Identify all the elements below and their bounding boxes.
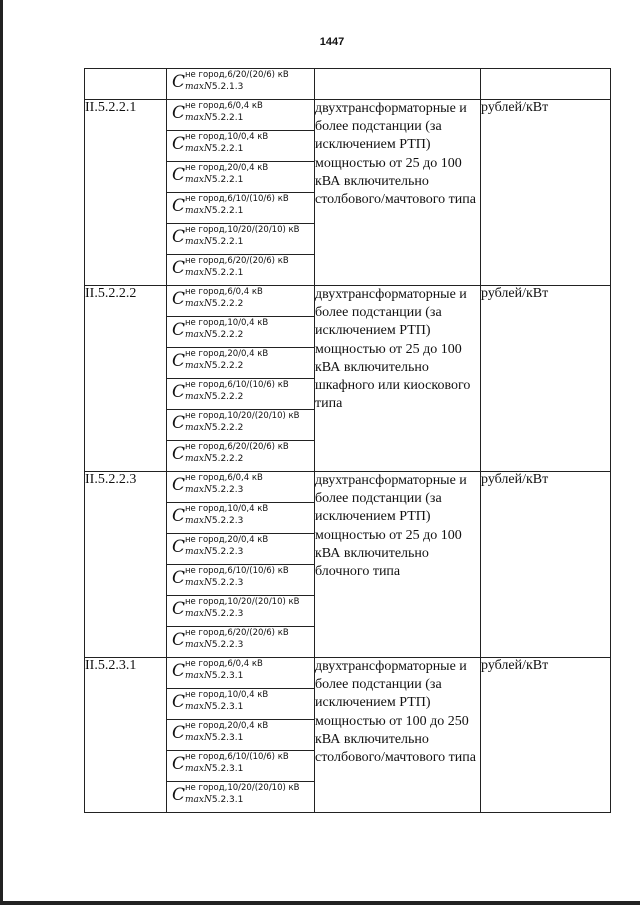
formula-superscript: не город,6/0,4 кВ <box>185 101 263 111</box>
formula-superscript: не город,20/0,4 кВ <box>185 721 269 731</box>
formula-subscript <box>185 207 243 216</box>
formula-subscript-var: maxN <box>185 330 212 340</box>
formula-symbol: C <box>172 72 186 92</box>
formula-subscript-index: 5.2.2.2 <box>211 299 244 309</box>
formula-symbol: C <box>172 785 186 805</box>
formula-subscript <box>185 114 243 123</box>
item-unit: рублей/кВт <box>481 286 611 472</box>
formula-cell <box>167 782 315 813</box>
formula-subscript-index: 5.2.2.3 <box>211 516 244 526</box>
formula-subscript-index: 5.2.3.1 <box>211 702 244 712</box>
formula-superscript: не город,10/0,4 кВ <box>185 318 269 328</box>
formula-subscript-var: maxN <box>185 175 212 185</box>
page-bottom-border <box>0 901 640 905</box>
formula-subscript-var: maxN <box>185 144 212 154</box>
formula-cell <box>167 689 315 720</box>
formula-subscript <box>185 331 243 340</box>
tariff-formula <box>167 596 314 626</box>
tariff-table <box>84 68 611 813</box>
formula-cell <box>167 472 315 503</box>
formula-subscript-var: maxN <box>185 671 212 681</box>
tariff-formula <box>167 689 314 719</box>
formula-subscript-index: 5.2.2.2 <box>211 392 244 402</box>
formula-symbol: C <box>172 537 186 557</box>
tariff-formula <box>167 131 314 161</box>
tariff-formula <box>167 224 314 254</box>
formula-symbol: C <box>172 754 186 774</box>
tariff-formula <box>167 472 314 502</box>
tariff-formula <box>167 441 314 471</box>
formula-subscript <box>185 486 243 495</box>
formula-symbol: C <box>172 506 186 526</box>
table-row <box>85 286 611 317</box>
formula-subscript <box>185 145 243 154</box>
tariff-formula <box>167 100 314 130</box>
formula-subscript-var: maxN <box>185 454 212 464</box>
formula-cell <box>167 379 315 410</box>
formula-subscript <box>185 300 243 309</box>
formula-symbol: C <box>172 382 186 402</box>
tariff-formula <box>167 348 314 378</box>
tariff-formula <box>167 565 314 595</box>
formula-subscript-var: maxN <box>185 206 212 216</box>
description-cell <box>315 69 481 100</box>
formula-subscript-var: maxN <box>185 392 212 402</box>
formula-superscript: не город,6/20/(20/6) кВ <box>185 256 289 266</box>
formula-subscript <box>185 796 243 805</box>
item-code: II.5.2.2.2 <box>85 286 167 472</box>
page-number: 1447 <box>319 36 345 48</box>
tariff-formula <box>167 379 314 409</box>
formula-symbol: C <box>172 692 186 712</box>
item-unit: рублей/кВт <box>481 100 611 286</box>
formula-symbol: C <box>172 320 186 340</box>
formula-subscript-var: maxN <box>185 547 212 557</box>
formula-subscript-index: 5.2.2.2 <box>211 454 244 464</box>
formula-cell <box>167 255 315 286</box>
item-code: II.5.2.2.1 <box>85 100 167 286</box>
tariff-formula <box>167 503 314 533</box>
tariff-formula <box>167 751 314 781</box>
formula-cell <box>167 100 315 131</box>
formula-subscript <box>185 610 243 619</box>
formula-subscript <box>185 765 243 774</box>
tariff-formula <box>167 317 314 347</box>
formula-cell <box>167 410 315 441</box>
formula-cell <box>167 658 315 689</box>
formula-subscript-index: 5.2.2.3 <box>211 485 244 495</box>
formula-subscript-var: maxN <box>185 764 212 774</box>
formula-cell <box>167 317 315 348</box>
formula-subscript-index: 5.2.3.1 <box>211 671 244 681</box>
formula-cell <box>167 348 315 379</box>
formula-cell <box>167 503 315 534</box>
tariff-formula <box>167 627 314 657</box>
formula-cell <box>167 441 315 472</box>
formula-cell <box>167 69 315 100</box>
formula-symbol: C <box>172 661 186 681</box>
item-code: II.5.2.3.1 <box>85 658 167 813</box>
formula-superscript: не город,10/20/(20/10) кВ <box>185 411 300 421</box>
tariff-formula <box>167 410 314 440</box>
code-cell <box>85 69 167 100</box>
formula-subscript-index: 5.2.2.1 <box>211 206 244 216</box>
formula-superscript: не город,6/0,4 кВ <box>185 473 263 483</box>
formula-cell <box>167 193 315 224</box>
formula-symbol: C <box>172 289 186 309</box>
formula-superscript: не город,6/20/(20/6) кВ <box>185 442 289 452</box>
formula-cell <box>167 565 315 596</box>
formula-subscript-index: 5.2.2.2 <box>211 330 244 340</box>
formula-symbol: C <box>172 630 186 650</box>
formula-superscript: не город,6/10/(10/6) кВ <box>185 194 289 204</box>
formula-subscript-index: 5.2.3.1 <box>211 764 244 774</box>
table-row <box>85 100 611 131</box>
tariff-formula <box>167 255 314 285</box>
formula-subscript-index: 5.2.2.1 <box>211 113 244 123</box>
formula-subscript-index: 5.2.3.1 <box>211 795 244 805</box>
formula-symbol: C <box>172 568 186 588</box>
formula-symbol: C <box>172 165 186 185</box>
formula-subscript <box>185 83 243 92</box>
formula-symbol: C <box>172 227 186 247</box>
formula-symbol: C <box>172 723 186 743</box>
formula-subscript-var: maxN <box>185 361 212 371</box>
formula-subscript <box>185 362 243 371</box>
formula-superscript: не город,10/0,4 кВ <box>185 690 269 700</box>
formula-cell <box>167 534 315 565</box>
formula-subscript-var: maxN <box>185 640 212 650</box>
item-unit: рублей/кВт <box>481 472 611 658</box>
table-row <box>85 658 611 689</box>
formula-superscript: не город,10/20/(20/10) кВ <box>185 597 300 607</box>
formula-symbol: C <box>172 413 186 433</box>
formula-cell <box>167 162 315 193</box>
tariff-formula <box>167 69 314 99</box>
tariff-formula <box>167 658 314 688</box>
formula-subscript <box>185 734 243 743</box>
formula-subscript-index: 5.2.2.3 <box>211 547 244 557</box>
formula-symbol: C <box>172 134 186 154</box>
unit-cell <box>481 69 611 100</box>
formula-subscript <box>185 579 243 588</box>
formula-subscript-var: maxN <box>185 702 212 712</box>
formula-subscript <box>185 517 243 526</box>
formula-symbol: C <box>172 475 186 495</box>
formula-subscript-index: 5.2.2.1 <box>211 175 244 185</box>
formula-subscript-var: maxN <box>185 113 212 123</box>
item-code: II.5.2.2.3 <box>85 472 167 658</box>
formula-superscript: не город,6/10/(10/6) кВ <box>185 752 289 762</box>
formula-cell <box>167 751 315 782</box>
formula-subscript-var: maxN <box>185 795 212 805</box>
formula-subscript-var: maxN <box>185 516 212 526</box>
formula-subscript <box>185 548 243 557</box>
formula-subscript <box>185 424 243 433</box>
formula-symbol: C <box>172 103 186 123</box>
formula-cell <box>167 627 315 658</box>
formula-subscript-var: maxN <box>185 578 212 588</box>
formula-subscript <box>185 672 243 681</box>
formula-subscript-index: 5.2.2.1 <box>211 144 244 154</box>
formula-superscript: не город,20/0,4 кВ <box>185 163 269 173</box>
formula-subscript <box>185 641 243 650</box>
formula-superscript: не город,6/0,4 кВ <box>185 659 263 669</box>
formula-cell <box>167 224 315 255</box>
formula-subscript <box>185 238 243 247</box>
formula-subscript-index: 5.2.1.3 <box>211 82 244 92</box>
formula-subscript-var: maxN <box>185 733 212 743</box>
formula-superscript: не город,6/20/(20/6) кВ <box>185 628 289 638</box>
formula-subscript-index: 5.2.2.1 <box>211 268 244 278</box>
formula-cell <box>167 720 315 751</box>
formula-superscript: не город,10/20/(20/10) кВ <box>185 783 300 793</box>
formula-subscript-index: 5.2.2.3 <box>211 578 244 588</box>
formula-subscript <box>185 176 243 185</box>
tariff-formula <box>167 162 314 192</box>
tariff-formula <box>167 720 314 750</box>
item-description: двухтрансформаторные и более подстанции (за исключением РТП) мощностью от 25 до 100 кВА включительно столбового/мачтового типа <box>315 100 481 286</box>
formula-subscript-index: 5.2.2.1 <box>211 237 244 247</box>
formula-cell <box>167 131 315 162</box>
tariff-formula <box>167 782 314 812</box>
formula-subscript-var: maxN <box>185 237 212 247</box>
tariff-formula <box>167 193 314 223</box>
formula-subscript-var: maxN <box>185 423 212 433</box>
formula-subscript <box>185 455 243 464</box>
formula-subscript-index: 5.2.2.2 <box>211 423 244 433</box>
formula-subscript-var: maxN <box>185 268 212 278</box>
page-left-border <box>0 0 3 905</box>
formula-subscript <box>185 269 243 278</box>
formula-subscript-var: maxN <box>185 485 212 495</box>
formula-subscript-var: maxN <box>185 609 212 619</box>
formula-symbol: C <box>172 351 186 371</box>
item-description: двухтрансформаторные и более подстанции (за исключением РТП) мощностью от 25 до 100 кВА включительно блочного типа <box>315 472 481 658</box>
formula-subscript-index: 5.2.2.2 <box>211 361 244 371</box>
formula-superscript: не город,10/0,4 кВ <box>185 504 269 514</box>
formula-superscript: не город,6/20/(20/6) кВ <box>185 70 289 80</box>
formula-subscript <box>185 703 243 712</box>
table-row <box>85 69 611 100</box>
formula-superscript: не город,10/0,4 кВ <box>185 132 269 142</box>
item-description: двухтрансформаторные и более подстанции (за исключением РТП) мощностью от 100 до 250 кВА включительно столбового/мачтового типа <box>315 658 481 813</box>
formula-superscript: не город,6/10/(10/6) кВ <box>185 566 289 576</box>
formula-symbol: C <box>172 196 186 216</box>
formula-subscript-index: 5.2.3.1 <box>211 733 244 743</box>
formula-subscript-index: 5.2.2.3 <box>211 640 244 650</box>
formula-subscript-var: maxN <box>185 82 212 92</box>
formula-superscript: не город,6/10/(10/6) кВ <box>185 380 289 390</box>
formula-superscript: не город,6/0,4 кВ <box>185 287 263 297</box>
tariff-formula <box>167 534 314 564</box>
formula-superscript: не город,20/0,4 кВ <box>185 535 269 545</box>
formula-cell <box>167 596 315 627</box>
formula-subscript-var: maxN <box>185 299 212 309</box>
item-description: двухтрансформаторные и более подстанции (за исключением РТП) мощностью от 25 до 100 кВА включительно шкафного или киоскового типа <box>315 286 481 472</box>
formula-subscript <box>185 393 243 402</box>
formula-superscript: не город,10/20/(20/10) кВ <box>185 225 300 235</box>
formula-superscript: не город,20/0,4 кВ <box>185 349 269 359</box>
formula-subscript-index: 5.2.2.3 <box>211 609 244 619</box>
tariff-formula <box>167 286 314 316</box>
formula-symbol: C <box>172 599 186 619</box>
formula-cell <box>167 286 315 317</box>
formula-symbol: C <box>172 444 186 464</box>
item-unit: рублей/кВт <box>481 658 611 813</box>
tariff-table-body <box>85 69 611 813</box>
table-row <box>85 472 611 503</box>
formula-symbol: C <box>172 258 186 278</box>
